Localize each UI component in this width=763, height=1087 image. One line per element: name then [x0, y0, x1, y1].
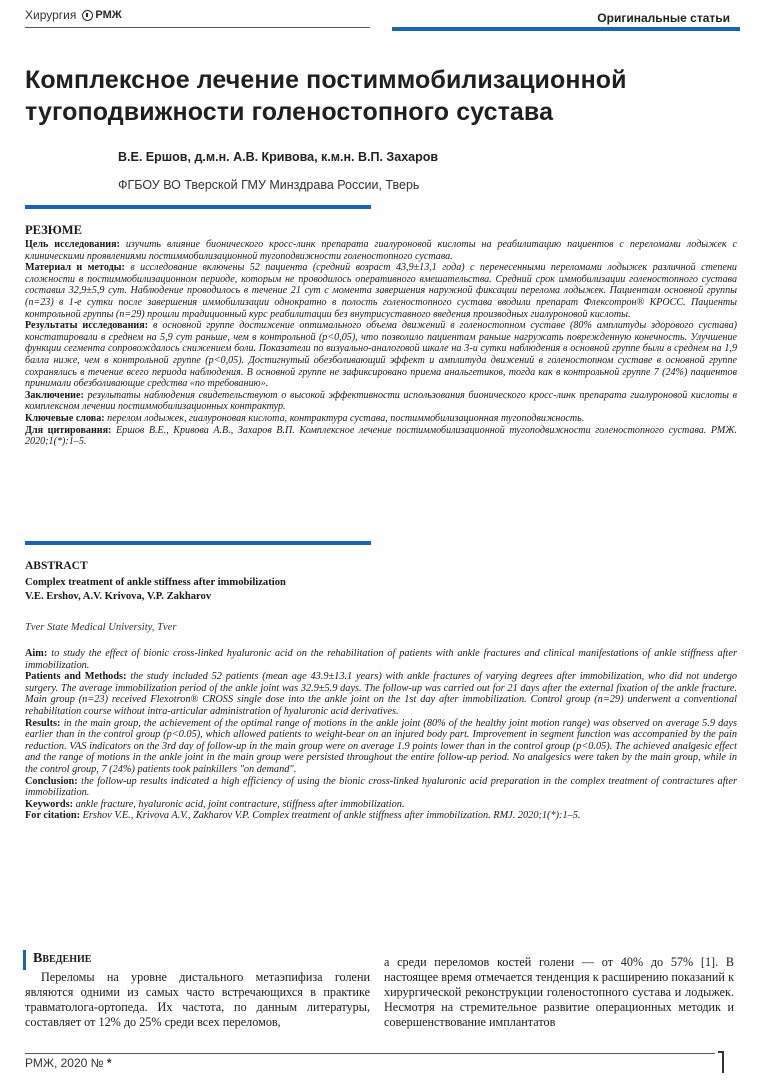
intro-right-text: а среди переломов костей голени — от 40% до 57% [1]. В настоящее время отмечается тенденция к расширению показаний к хирургической реконструкции голеностопного сустава и лодыжек. Несмотря на стремительное развитие операционных методик и совершенствование имплантатов	[384, 955, 734, 1029]
abstract-results-label: Results:	[25, 717, 61, 729]
page-number-mark	[722, 1051, 724, 1073]
abstract-aim	[25, 648, 737, 671]
abstract-accent-bar	[25, 541, 371, 545]
intro-accent-bar	[23, 950, 26, 970]
affiliation: ФГБОУ ВО Тверской ГМУ Минздрава России, Тверь	[118, 178, 420, 192]
abstract-body	[25, 648, 737, 822]
resume-conclusion	[25, 390, 737, 413]
resume-keywords-label: Ключевые слова:	[25, 412, 105, 424]
intro-heading: Введение	[33, 951, 92, 966]
footer-rule	[25, 1053, 715, 1054]
intro-left-text: Переломы на уровне дистального метаэпифиза голени являются одними из самых часто встречающихся в практике травматолога-ортопеда. Их частота, по данным литературы, составляет от 12% до 25% среди всех переломов,	[25, 970, 370, 1029]
resume-accent-bar	[25, 205, 371, 209]
footer-issue	[25, 1056, 112, 1070]
abstract-conclusion	[25, 776, 737, 799]
logo-text: РМЖ	[95, 9, 122, 21]
abstract-heading: ABSTRACT	[25, 560, 88, 572]
abstract-methods-text: the study included 52 patients (mean age 43.9±13.1 years) with ankle fractures of varying degrees after immobilization, who did not undergo surgery. The average immobilization period of the ankle joint was 32.9±5.9 days. The follow-up was carried out for 21 days after the external fixation of the ankle fracture. Main group (n=23) received Flexotron® CROSS single dose into the ankle joint on the 1st day after immobilization. Control group (n=29) underwent a conventional rehabilitation course without intra-articular administration of hyaluronic acid derivatives.	[25, 671, 737, 717]
resume-results-label: Результаты исследования:	[25, 320, 149, 332]
abstract-conclusion-text: the follow-up results indicated a high efficiency of using the bionic cross-linked hyaluronic acid preparation in the complex treatment of contractures after immobilization.	[25, 775, 737, 799]
resume-aim-text: изучить влияние бионического кросс-линк препарата гиалуроновой кислоты на реабилитацию пациентов с переломами лодыжек с клиническими проявлениями постиммобилизационной тугоподвижности голеностопного сустава.	[25, 239, 738, 262]
header-rule	[25, 27, 370, 28]
resume-heading: РЕЗЮМЕ	[25, 223, 82, 237]
abstract-title: Complex treatment of ankle stiffness after immobilization	[25, 577, 286, 588]
abstract-aim-text: to study the effect of bionic cross-linked hyaluronic acid on the rehabilitation of patients with ankle fractures and clinical manifestations of ankle stiffness after immobilization.	[25, 648, 737, 671]
resume-methods	[25, 262, 737, 320]
abstract-conclusion-label: Conclusion:	[25, 775, 78, 787]
abstract-citation	[25, 810, 737, 822]
journal-logo	[82, 9, 121, 21]
abstract-keywords-label: Keywords:	[25, 798, 74, 810]
abstract-keywords-text: ankle fracture, hyaluronic acid, joint contracture, stiffness after immobilization.	[75, 798, 405, 810]
intro-column-left	[25, 970, 370, 1030]
article-title: Комплексное лечение постиммобилизационной тугоподвижности голеностопного сустава	[25, 66, 627, 126]
abstract-results	[25, 718, 737, 776]
resume-citation-label: Для цитирования:	[25, 424, 112, 436]
resume-body	[25, 239, 737, 448]
abstract-methods	[25, 671, 737, 717]
journal-section-name: Хирургия	[25, 8, 77, 22]
abstract-aim-label: Aim:	[25, 648, 48, 659]
abstract-authors: V.E. Ershov, A.V. Krivova, V.P. Zakharov	[25, 591, 212, 602]
resume-methods-label: Материал и методы:	[25, 262, 125, 274]
resume-methods-text: в исследование включены 52 пациента (средний возраст 43,9±13,1 года) с перенесенными переломами лодыжек различной степени сложности в постиммобилизационном периоде, которым не проводилось оперативного вмешательства. Средний срок иммобилизации голеностопного сустава составил 32,9±5,9 сут. Наблюдение проводилось в течение 21 сут с момента завершения наружной фиксации перелома лодыжек. Пациентам основной группы (n=23) в 1-е сутки после завершения иммобилизации однократно в полость голеностопного сустава вводили препарат Флексотрон® КРОСС. Пациенты контрольной группы (n=29) прошли традиционный курс реабилитации без внутрисуставного введения производных гиалуроновой кислоты.	[25, 262, 737, 320]
abstract-methods-label: Patients and Methods:	[25, 671, 127, 683]
logo-icon	[82, 10, 93, 21]
abstract-citation-label: For citation:	[25, 810, 80, 822]
header-accent-bar	[392, 27, 740, 31]
resume-results	[25, 320, 737, 390]
author-list: В.Е. Ершов, д.м.н. А.В. Кривова, к.м.н. В.П. Захаров	[118, 150, 439, 164]
article-type: Оригинальные статьи	[597, 11, 730, 25]
resume-conclusion-text: результаты наблюдения свидетельствуют о высокой эффективности использования бионического кросс-линк препарата гиалуроновой кислоты в комплексном лечении постиммобилизационных контрактур.	[25, 389, 737, 413]
resume-aim	[25, 239, 737, 262]
resume-citation	[25, 425, 737, 448]
footer-issue-mark: *	[106, 1056, 112, 1070]
resume-conclusion-label: Заключение:	[25, 389, 84, 401]
resume-aim-label: Цель исследования:	[25, 239, 120, 250]
running-header-left	[25, 8, 122, 22]
resume-citation-text: Ершов В.Е., Кривова А.В., Захаров В.П. Комплексное лечение постиммобилизационной тугоподвижности голеностопного сустава. РМЖ. 2020;1(*):1–5.	[25, 424, 737, 448]
intro-column-right	[384, 955, 734, 1030]
resume-keywords-text: перелом лодыжек, гиалуроновая кислота, контрактура сустава, постиммобилизационная тугоподвижность.	[107, 412, 585, 424]
abstract-citation-text: Ershov V.E., Krivova A.V., Zakharov V.P. Complex treatment of ankle stiffness after immobilization. RMJ. 2020;1(*):1–5.	[82, 810, 581, 822]
resume-keywords	[25, 413, 737, 425]
resume-results-text: в основной группе достижение оптимального объема движений в голеностопном суставе (80% амплитуды здорового сустава) констатировали в среднем на 5,9 сут раньше, чем в контрольной (p<0,05), что позволило пациентам раньше нагружать поврежденную конечность. Улучшение функции сегмента сопровождалось снижением боли. Показатели по визуально-аналоговой шкале на 3-и сутки наблюдения в основной группе были в среднем на 1,9 балла ниже, чем в контрольной группе (p<0,05). Достигнутый обезболивающий эффект и амплитуда движений в голеностопном суставе в основной группе сохранялись в течение всего периода наблюдения. В основной группе не зафиксировано приема анальгетиков, тогда как в контрольной группе 7 (24%) пациентов принимали обезболивающие средства «по требованию».	[25, 320, 738, 390]
abstract-results-text: in the main group, the achievement of the optimal range of motions in the ankle joint (80% of the healthy joint motion range) was observed on average 5.9 days earlier than in the control group (p<0.05), which allowed patients to weight-bear on an injured body part. Improvement in segment function was accompanied by the pain reduction. VAS indicators on the 3rd day of follow-up in the main group were on average 1.9 points lower than in the control group (p<0.05). The achieved analgesic effect and the range of motions in the ankle joint in the main group were persisted throughout the entire follow-up period. No analgesics were taken by the main group, while in the control group, 7 (24%) patients took painkillers "on demand".	[25, 717, 737, 775]
footer-journal-issue: РМЖ, 2020 №	[25, 1056, 104, 1070]
abstract-affiliation: Tver State Medical University, Tver	[25, 622, 177, 633]
abstract-keywords	[25, 799, 737, 811]
